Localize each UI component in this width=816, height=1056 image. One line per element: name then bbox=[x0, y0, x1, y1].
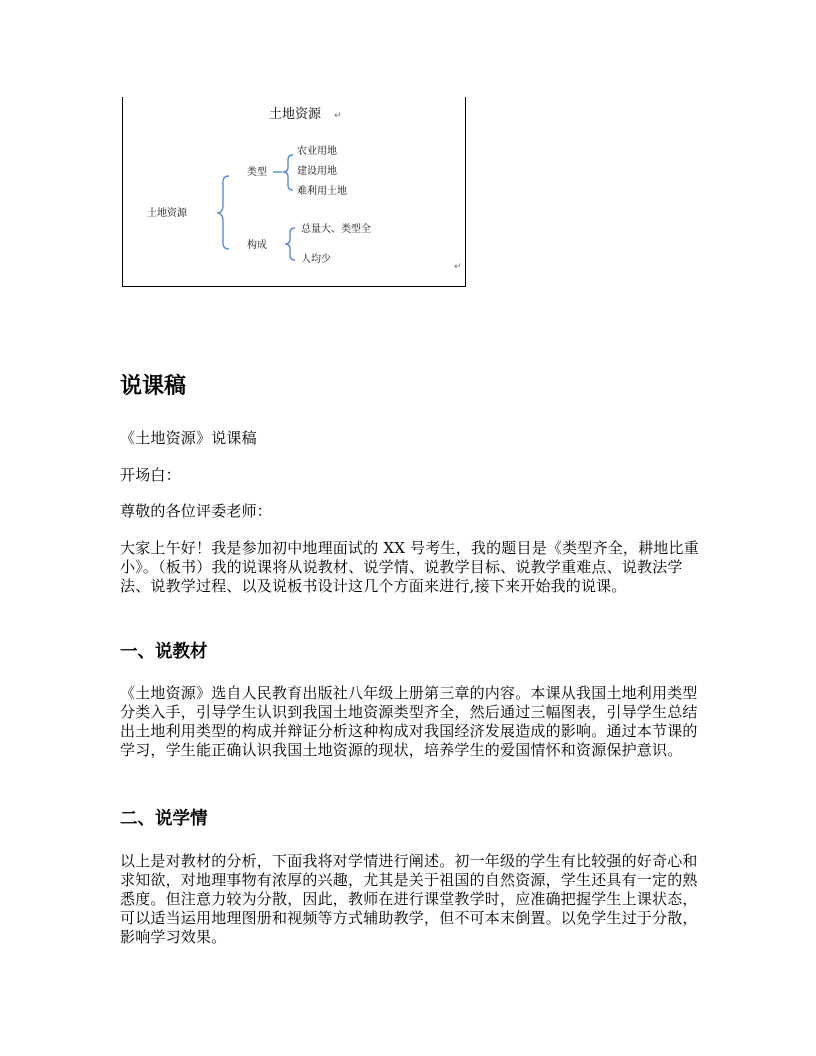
section-body: 《土地资源》选自人民教育出版社八年级上册第三章的内容。本课从我国土地利用类型分类入手，引导学生认识到我国土地资源类型齐全，然后通过三幅图表，引导学生总结出土地利用类型的构成并辩证分析这种构成对我国经济发展造成的影响。通过本节课的学习，学生能正确认识我国土地资源的现状，培养学生的爱国情怀和资源保护意识。 bbox=[120, 684, 698, 759]
paragraph: 尊敬的各位评委老师： bbox=[120, 502, 273, 520]
board-root: 土地资源 bbox=[147, 208, 187, 219]
board-item: 农业用地 bbox=[297, 146, 337, 157]
paragraph: 开场白： bbox=[120, 466, 181, 484]
board-title: 土地资源 bbox=[269, 107, 322, 122]
paragraph: 《土地资源》说课稿 bbox=[120, 429, 257, 447]
section-body: 以上是对教材的分析，下面我将对学情进行阐述。初一年级的学生有比较强的好奇心和求知欲，对地理事物有浓厚的兴趣，尤其是关于祖国的自然资源，学生还具有一定的熟悉度。但注意力较为分散，因此，教师在进行课堂教学时，应准确把握学生上课状态，可以适当运用地理图册和视频等方式辅助教学，但不可本末倒置。以免学生过于分散，影响学习效果。 bbox=[120, 852, 698, 946]
section-heading: 一、说教材 bbox=[120, 642, 208, 662]
board-diagram bbox=[122, 97, 466, 287]
paragraph-mark-icon: ↵ bbox=[334, 111, 342, 121]
board-branch-type: 类型 bbox=[247, 167, 267, 178]
document-heading: 说课稿 bbox=[120, 374, 187, 399]
paragraph: 大家上午好！我是参加初中地理面试的 XX 号考生，我的题目是《类型齐全，耕地比重小》。（板书）我的说课将从说教材、说学情、说教学目标、说教学重难点、说教法学法、说教学过程、以及说板书设计这几个方面来进行,接下来开始我的说课。 bbox=[120, 539, 699, 595]
board-item: 难利用土地 bbox=[297, 186, 347, 197]
section-heading: 二、说学情 bbox=[120, 809, 208, 829]
board-branch-composition: 构成 bbox=[247, 240, 267, 251]
board-item: 人均少 bbox=[301, 254, 331, 265]
board-item: 总量大、类型全 bbox=[301, 224, 371, 235]
paragraph-mark-icon: ↵ bbox=[454, 262, 462, 272]
board-diagram-brackets bbox=[123, 97, 467, 287]
board-item: 建设用地 bbox=[297, 166, 337, 177]
